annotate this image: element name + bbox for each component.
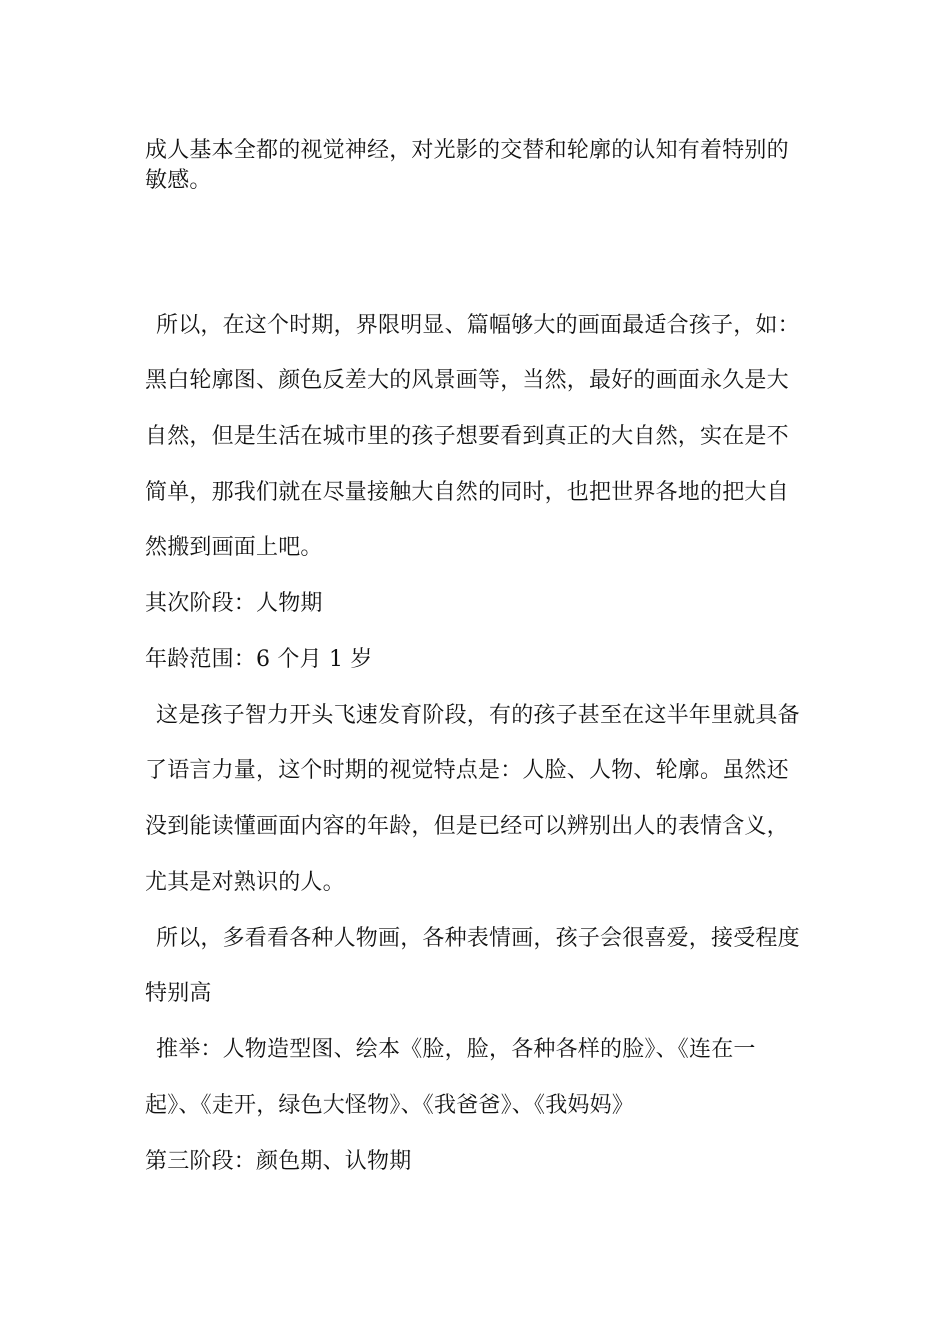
text-line: 尤其是对熟识的人。 <box>145 870 345 895</box>
paragraph-first-line: 这是孩子智力开头飞速发育阶段，有的孩子甚至在这半年里就具备 <box>156 703 800 728</box>
section-heading: 第三阶段：颜色期、认物期 <box>145 1149 412 1174</box>
text-line: 黑白轮廓图、颜色反差大的风景画等，当然，最好的画面永久是大 <box>145 368 789 393</box>
paragraph-first-line: 所以，多看看各种人物画，各种表情画，孩子会很喜爱，接受程度 <box>156 926 800 951</box>
age-range: 年龄范围：6 个月 1 岁 <box>145 647 373 672</box>
text-line: 然搬到画面上吧。 <box>145 535 323 560</box>
text-line: 没到能读懂画面内容的年龄，但是已经可以辨别出人的表情含义， <box>145 814 789 839</box>
paragraph-first-line: 所以，在这个时期，界限明显、篇幅够大的画面最适合孩子，如： <box>156 313 800 338</box>
text-line: 起》、《走开，绿色大怪物》、《我爸爸》、《我妈妈》 <box>145 1093 635 1118</box>
text-line: 简单，那我们就在尽量接触大自然的同时，也把世界各地的把大自 <box>145 480 789 505</box>
text-line: 自然，但是生活在城市里的孩子想要看到真正的大自然，实在是不 <box>145 424 789 449</box>
recommendation-line: 推举：人物造型图、绘本《脸，脸，各种各样的脸》、《连在一 <box>156 1037 756 1062</box>
text-line: 了语言力量，这个时期的视觉特点是：人脸、人物、轮廓。虽然还 <box>145 758 789 783</box>
text-line: 特别高 <box>145 981 212 1006</box>
text-line: 敏感。 <box>145 168 212 193</box>
text-line: 成人基本全都的视觉神经，对光影的交替和轮廓的认知有着特别的 <box>145 138 789 163</box>
section-heading: 其次阶段：人物期 <box>145 591 323 616</box>
